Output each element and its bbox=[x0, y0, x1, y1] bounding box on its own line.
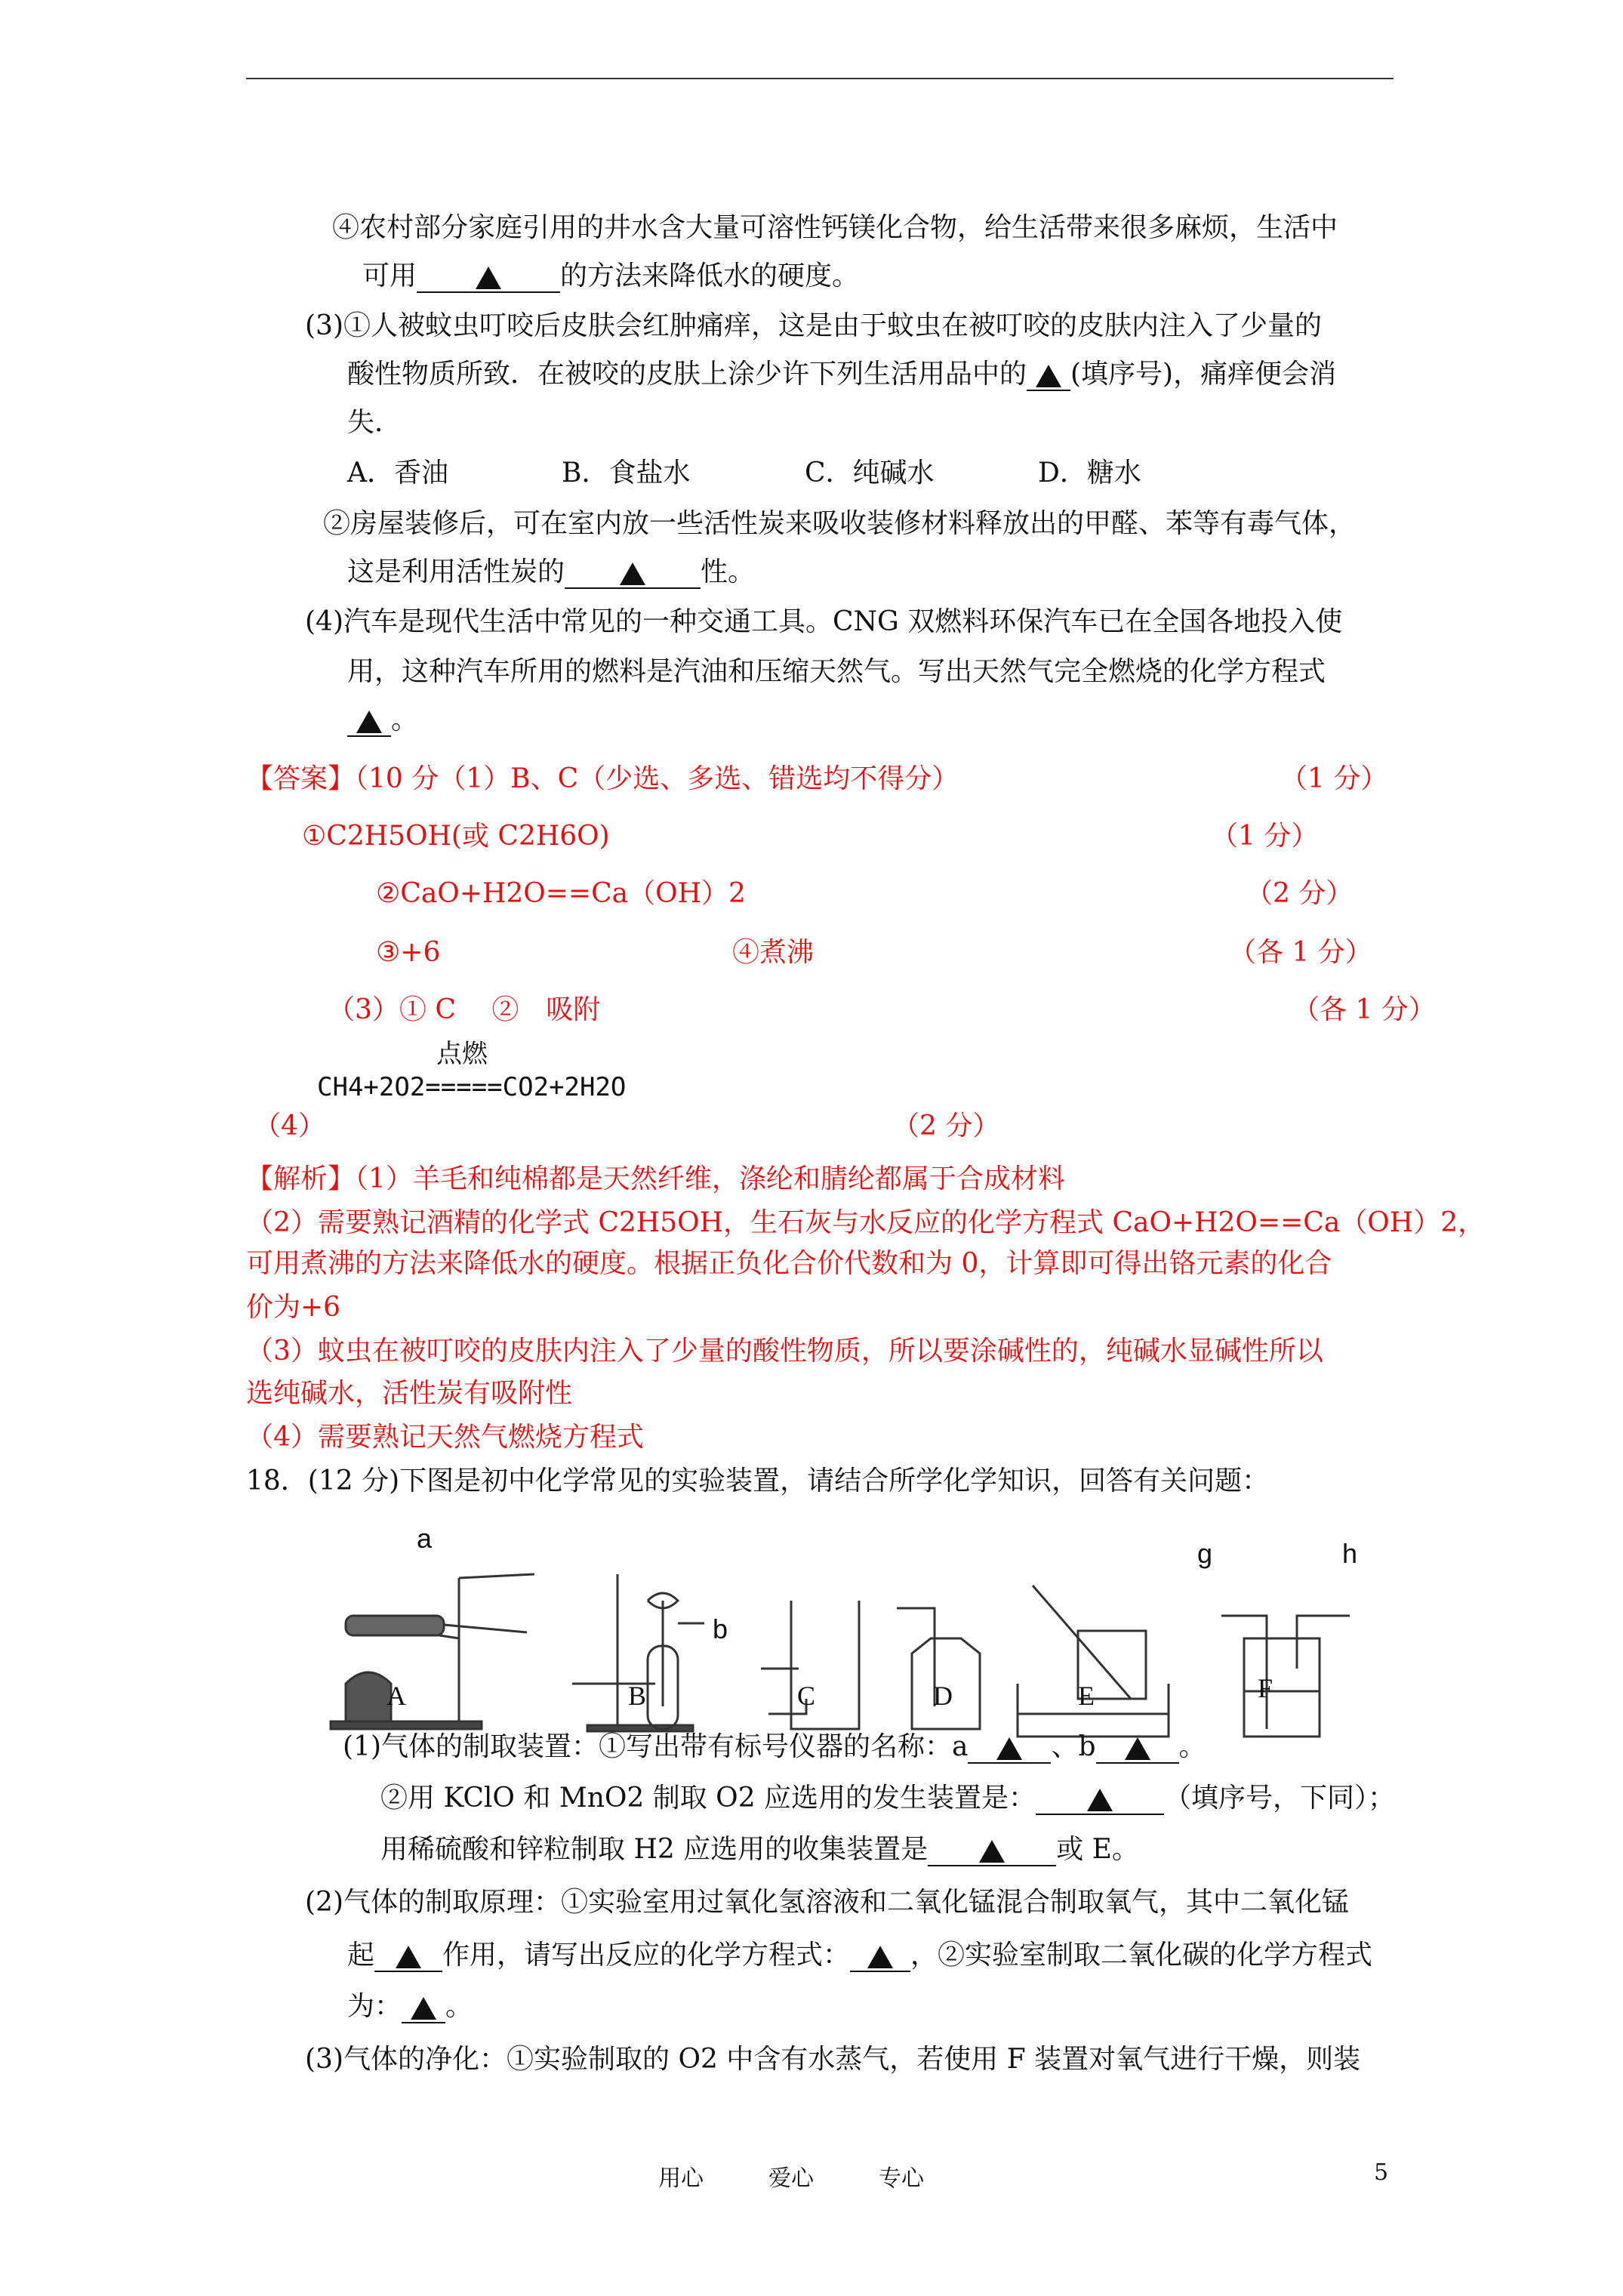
analysis-line1: 【解析】（1）羊毛和纯棉都是天然纤维，涤纶和腈纶都属于合成材料 bbox=[246, 1163, 1065, 1194]
triangle-icon bbox=[1087, 1789, 1113, 1811]
answer-blank[interactable] bbox=[850, 1940, 910, 1972]
q-part-3-line2: 酸性物质所致．在被咬的皮肤上涂少许下列生活用品中的 (填序号)，痛痒便会消 bbox=[347, 359, 1337, 390]
figure-label-a: A bbox=[387, 1681, 406, 1711]
footer-motto-3: 专心 bbox=[879, 2165, 924, 2192]
apparatus-a bbox=[331, 1574, 534, 1729]
q18-part1-line1: (1)气体的制取装置：①写出带有标号仪器的名称：a 、b 。 bbox=[343, 1731, 1206, 1762]
q-part-4-line3: 。 bbox=[347, 702, 418, 738]
figure-label-f: F bbox=[1258, 1673, 1273, 1703]
answer-blank[interactable] bbox=[1036, 1783, 1164, 1815]
analysis-line2: （2）需要熟记酒精的化学式 C2H5OH，生石灰与水反应的化学方程式 CaO+H2O==Ca（OH）2， bbox=[246, 1207, 1486, 1238]
analysis-line6: 选纯碱水，活性炭有吸附性 bbox=[246, 1378, 573, 1409]
page-number: 5 bbox=[1374, 2159, 1389, 2186]
figure-mark-b: b bbox=[713, 1613, 728, 1644]
apparatus-e bbox=[1018, 1586, 1169, 1737]
answer-blank[interactable] bbox=[374, 1940, 442, 1972]
triangle-icon bbox=[996, 1737, 1022, 1760]
triangle-icon bbox=[356, 710, 382, 733]
figure-mark-a: a bbox=[417, 1523, 433, 1554]
answer-blank-b[interactable] bbox=[1096, 1732, 1179, 1764]
answer-line3: ②CaO+H2O==Ca（OH）2 bbox=[376, 878, 746, 909]
triangle-icon bbox=[411, 1997, 436, 2020]
analysis-label: 【解析】 bbox=[246, 1163, 356, 1194]
analysis-line3: 可用煮沸的方法来降低水的硬度。根据正负化合价代数和为 0，计算即可得出铬元素的化合 bbox=[246, 1248, 1332, 1279]
apparatus-f bbox=[1221, 1616, 1350, 1737]
answer-line4b: ④煮沸 bbox=[732, 937, 815, 968]
analysis-line5: （3）蚊虫在被叮咬的皮肤内注入了少量的酸性物质，所以要涂碱性的，纯碱水显碱性所以 bbox=[246, 1336, 1323, 1367]
answer-line1: 【答案】（10 分（1）B、C（少选、多选、错选均不得分） bbox=[246, 763, 959, 794]
header-rule bbox=[246, 78, 1394, 79]
answer-score: （各 1 分） bbox=[1229, 937, 1372, 968]
figure-label-c: C bbox=[797, 1681, 816, 1711]
answer-score: （2 分） bbox=[1246, 878, 1354, 909]
option-a: A．香油 bbox=[347, 458, 448, 488]
q18-intro: 18．(12 分)下图是初中化学常见的实验装置，请结合所学化学知识，回答有关问题： bbox=[246, 1465, 1270, 1496]
answer-line5: （3）① C ② 吸附 bbox=[328, 994, 601, 1025]
q-part-3-2-line1: ②房屋装修后，可在室内放一些活性炭来吸收装修材料释放出的甲醛、苯等有毒气体， bbox=[323, 508, 1357, 539]
triangle-icon bbox=[1125, 1737, 1150, 1760]
q-part-3-line1: (3)①人被蚊虫叮咬后皮肤会红肿痛痒，这是由于蚊虫在被叮咬的皮肤内注入了少量的 bbox=[305, 310, 1322, 341]
triangle-icon bbox=[620, 562, 645, 585]
footer-motto-1: 用心 bbox=[658, 2165, 704, 2192]
q-part-3-2-line2: 这是利用活性炭的 性。 bbox=[347, 556, 756, 587]
triangle-icon bbox=[979, 1840, 1005, 1863]
triangle-icon bbox=[1036, 365, 1061, 387]
q-line-4b: 可用 的方法来降低水的硬度。 bbox=[362, 260, 860, 291]
figure-label-d: D bbox=[933, 1681, 953, 1711]
answer-score: （各 1 分） bbox=[1292, 994, 1436, 1025]
q18-part2-line2: 起 作用，请写出反应的化学方程式： ，②实验室制取二氧化碳的化学方程式 bbox=[347, 1940, 1373, 1971]
answer-blank[interactable] bbox=[402, 1992, 445, 2023]
figure-mark-g: g bbox=[1197, 1538, 1213, 1569]
apparatus-figure bbox=[316, 1518, 1372, 1820]
combustion-equation: CH4+2O2=====CO2+2H2O bbox=[317, 1072, 627, 1102]
figure-label-b: B bbox=[628, 1681, 647, 1711]
q18-part2-line3: 为： 。 bbox=[347, 1991, 473, 2022]
q18-part3-line1: (3)气体的净化：①实验制取的 O2 中含有水蒸气，若使用 F 装置对氧气进行干燥，则装 bbox=[305, 2044, 1361, 2075]
answer-score: （1 分） bbox=[1211, 821, 1319, 852]
option-c: C．纯碱水 bbox=[805, 458, 935, 488]
triangle-icon bbox=[867, 1946, 893, 1968]
equation-condition: 点燃 bbox=[436, 1039, 488, 1069]
analysis-line7: （4）需要熟记天然气燃烧方程式 bbox=[246, 1422, 644, 1453]
q-part-4-line2: 用，这种汽车所用的燃料是汽油和压缩天然气。写出天然气完全燃烧的化学方程式 bbox=[347, 656, 1326, 687]
q-line-4: ④农村部分家庭引用的井水含大量可溶性钙镁化合物，给生活带来很多麻烦，生活中 bbox=[332, 212, 1338, 243]
answer-score: （2 分） bbox=[892, 1111, 1000, 1142]
answer-line6: （4） bbox=[254, 1111, 325, 1142]
q18-part1-line3: 用稀硫酸和锌粒制取 H2 应选用的收集装置是 或 E。 bbox=[380, 1834, 1139, 1865]
answer-blank[interactable] bbox=[928, 1835, 1056, 1866]
figure-mark-h: h bbox=[1342, 1538, 1358, 1569]
q18-part2-line1: (2)气体的制取原理：①实验室用过氧化氢溶液和二氧化锰混合制取氧气，其中二氧化锰 bbox=[305, 1887, 1349, 1918]
answer-blank[interactable] bbox=[1027, 359, 1070, 391]
analysis-line4: 价为+6 bbox=[246, 1292, 341, 1323]
answer-blank-a[interactable] bbox=[968, 1732, 1051, 1764]
answer-label: 【答案】 bbox=[246, 763, 356, 794]
q18-part1-line2: ②用 KClO 和 MnO2 制取 O2 应选用的发生装置是： （填序号，下同）； bbox=[380, 1783, 1396, 1814]
triangle-icon bbox=[396, 1946, 421, 1968]
figure-label-e: E bbox=[1078, 1681, 1095, 1711]
answer-line4a: ③+6 bbox=[376, 937, 441, 968]
q-part-3-line3: 失． bbox=[347, 407, 402, 438]
footer-motto-2: 爱心 bbox=[768, 2165, 814, 2192]
option-d: D．糖水 bbox=[1038, 458, 1141, 488]
answer-score: （1 分） bbox=[1280, 763, 1388, 794]
triangle-icon bbox=[476, 267, 501, 289]
answer-blank[interactable] bbox=[565, 557, 701, 589]
option-b: B．食盐水 bbox=[562, 458, 691, 488]
q-part-4-line1: (4)汽车是现代生活中常见的一种交通工具。CNG 双燃料环保汽车已在全国各地投入使 bbox=[305, 606, 1343, 637]
answer-blank[interactable] bbox=[417, 261, 560, 293]
answer-blank[interactable] bbox=[347, 705, 391, 737]
answer-line2: ①C2H5OH(或 C2H6O) bbox=[302, 821, 610, 852]
